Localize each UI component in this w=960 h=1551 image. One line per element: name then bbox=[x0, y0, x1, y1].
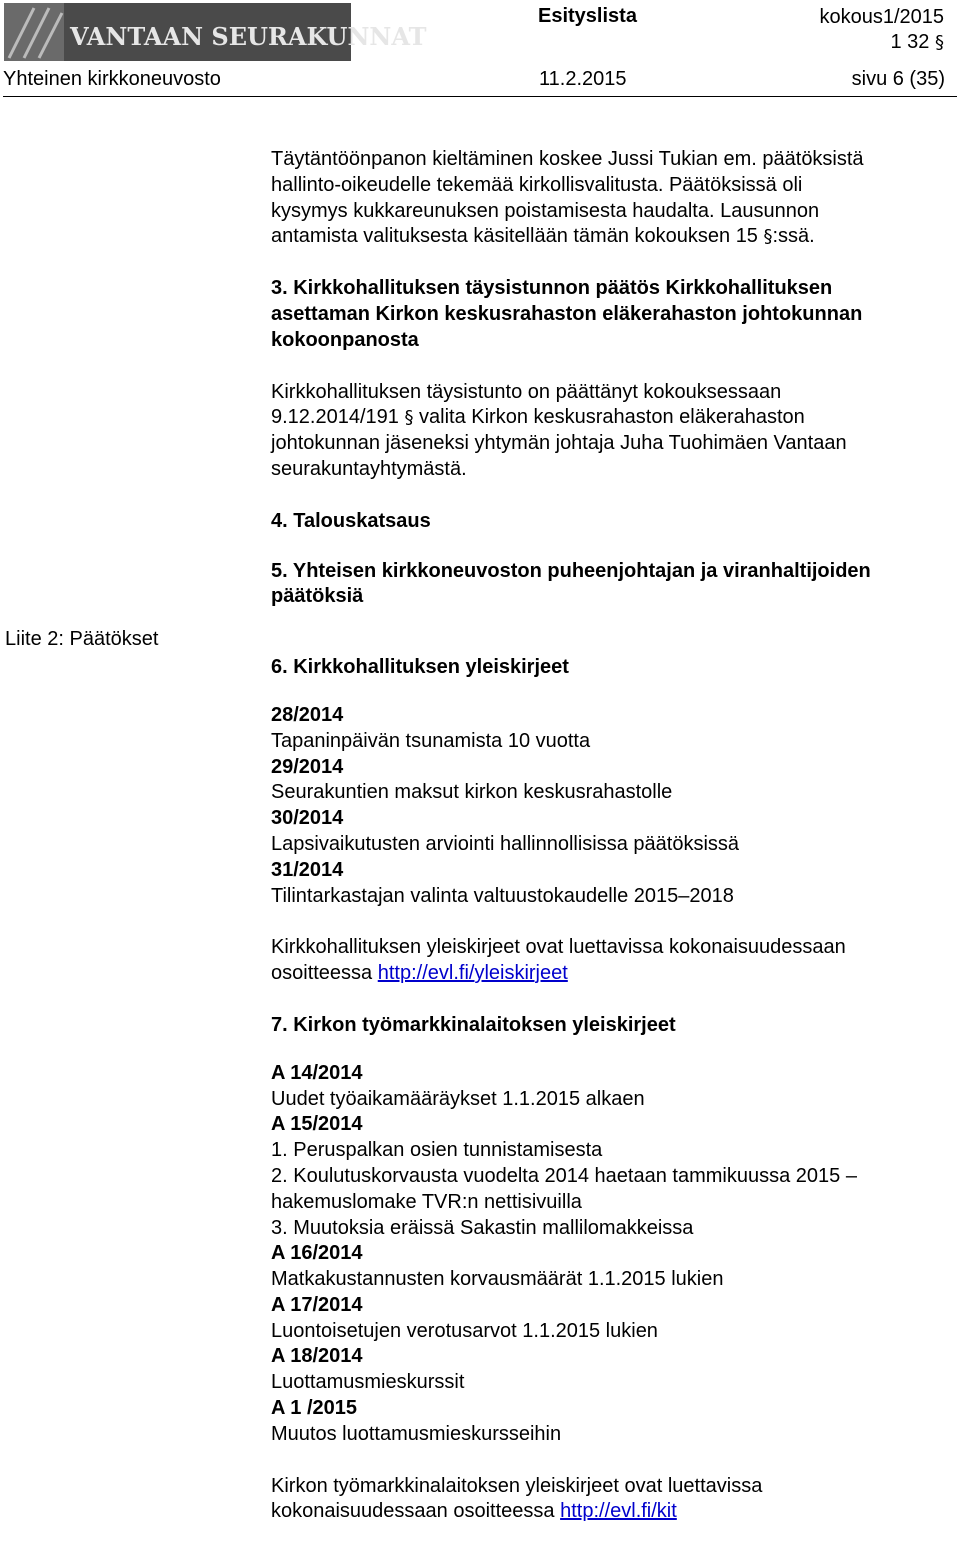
header-divider bbox=[3, 96, 957, 97]
letter-title: Matkakustannusten korvausmäärät 1.1.2015 lukien bbox=[271, 1268, 724, 1291]
item3-heading: kokoonpanosta bbox=[271, 328, 419, 351]
letter-number: A 1 /2015 bbox=[271, 1397, 357, 1420]
letter-title: 2. Koulutuskorvausta vuodelta 2014 haetaan tammikuussa 2015 – bbox=[271, 1164, 857, 1187]
letter-title: Muutos luottamusmieskursseihin bbox=[271, 1422, 562, 1445]
item5-heading: 5. Yhteisen kirkkoneuvoston puheenjohtajan ja viranhaltijoiden bbox=[271, 559, 871, 582]
letter-title: Lapsivaikutusten arviointi hallinnollisissa päätöksissä bbox=[271, 832, 740, 855]
item7-note: Kirkon työmarkkinalaitoksen yleiskirjeet ovat luettavissa bbox=[271, 1474, 763, 1497]
decision-ref: 9.12.2014/191 bbox=[271, 406, 399, 429]
letter-number: A 17/2014 bbox=[271, 1293, 363, 1316]
letter-title: Uudet työaikamääräykset 1.1.2015 alkaen bbox=[271, 1087, 645, 1110]
meeting-id-block bbox=[819, 5, 944, 55]
item3-text: seurakuntayhtymästä. bbox=[271, 457, 467, 480]
logo-image bbox=[4, 3, 427, 61]
item6-note: Kirkkohallituksen yleiskirjeet ovat luettavissa kokonaisuudessaan bbox=[271, 936, 846, 959]
letter-number: 29/2014 bbox=[271, 755, 344, 778]
item7-heading: 7. Kirkon työmarkkinalaitoksen yleiskirjeet bbox=[271, 1013, 676, 1036]
letter-title: 1. Peruspalkan osien tunnistamisesta bbox=[271, 1139, 603, 1162]
section-sign: § bbox=[763, 226, 773, 248]
item3-text-part: valita Kirkon keskusrahaston eläkerahaston bbox=[419, 406, 805, 429]
item7-note bbox=[271, 1499, 951, 1525]
item3-text: Kirkkohallituksen täysistunto on päättänyt kokouksessaan bbox=[271, 380, 782, 403]
meeting-id: kokous1/2015 bbox=[819, 6, 944, 28]
letter-title: Seurakuntien maksut kirkon keskusrahastolle bbox=[271, 781, 673, 804]
meeting-date: 11.2.2015 bbox=[539, 68, 627, 90]
intro-line: Täytäntöönpanon kieltäminen koskee Jussi Tukian em. päätöksistä bbox=[271, 148, 864, 170]
section-range-text: 1 32 bbox=[890, 31, 930, 53]
page-number: sivu 6 (35) bbox=[851, 68, 945, 90]
item4-heading: 4. Talouskatsaus bbox=[271, 509, 431, 532]
section-range bbox=[819, 30, 944, 55]
intro-text: antamista valituksesta käsitellään tämän kokouksen 15 bbox=[271, 225, 758, 248]
intro-line bbox=[271, 224, 951, 250]
letter-title: Tilintarkastajan valinta valtuustokaudelle 2015–2018 bbox=[271, 884, 734, 907]
letter-title: Tapaninpäivän tsunamista 10 vuotta bbox=[271, 729, 591, 752]
item6-note bbox=[271, 961, 951, 987]
document-type: Esityslista bbox=[538, 5, 637, 27]
item6-heading: 6. Kirkkohallituksen yleiskirjeet bbox=[271, 656, 569, 679]
item3-heading: asettaman Kirkon keskusrahaston eläkerahaston johtokunnan bbox=[271, 302, 863, 325]
item3-text: johtokunnan jäseneksi yhtymän johtaja Juha Tuohimäen Vantaan bbox=[271, 432, 847, 455]
letter-number: 31/2014 bbox=[271, 858, 344, 881]
intro-text: :ssä. bbox=[772, 225, 815, 248]
section-sign: § bbox=[404, 407, 414, 429]
item7-letters bbox=[271, 1061, 951, 1448]
intro-line: kysymys kukkareunuksen poistamisesta haudalta. Lausunnon bbox=[271, 199, 820, 222]
letter-number: 28/2014 bbox=[271, 703, 344, 726]
letter-title: 3. Muutoksia eräissä Sakastin mallilomakkeissa bbox=[271, 1216, 694, 1239]
item7-note-text: kokonaisuudessaan osoitteessa bbox=[271, 1500, 555, 1523]
logo bbox=[4, 3, 427, 61]
item3-heading: 3. Kirkkohallituksen täysistunnon päätös Kirkkohallituksen bbox=[271, 277, 833, 300]
letter-title: hakemuslomake TVR:n nettisivuilla bbox=[271, 1190, 582, 1213]
letter-title: Luontoisetujen verotusarvot 1.1.2015 lukien bbox=[271, 1319, 658, 1342]
attachment-label: Liite 2: Päätökset bbox=[5, 628, 159, 650]
item6-letters bbox=[271, 703, 951, 909]
letter-number: A 14/2014 bbox=[271, 1061, 363, 1084]
letter-title: Luottamusmieskurssit bbox=[271, 1371, 465, 1394]
section-sign: § bbox=[935, 32, 944, 53]
letter-number: 30/2014 bbox=[271, 807, 344, 830]
organization: Yhteinen kirkkoneuvosto bbox=[3, 68, 221, 90]
intro-line: hallinto-oikeudelle tekemää kirkollisvalitusta. Päätöksissä oli bbox=[271, 173, 803, 196]
letter-number: A 16/2014 bbox=[271, 1242, 363, 1265]
document-body bbox=[271, 147, 951, 1525]
item6-note-text: osoitteessa bbox=[271, 962, 373, 985]
kit-link[interactable]: http://evl.fi/kit bbox=[560, 1500, 677, 1523]
letter-number: A 15/2014 bbox=[271, 1113, 363, 1136]
item3-text bbox=[271, 405, 951, 431]
yleiskirjeet-link[interactable]: http://evl.fi/yleiskirjeet bbox=[377, 962, 568, 985]
logo-text: VANTAAN SEURAKUNNAT bbox=[70, 22, 427, 51]
item5-heading: päätöksiä bbox=[271, 585, 364, 608]
letter-number: A 18/2014 bbox=[271, 1345, 363, 1368]
